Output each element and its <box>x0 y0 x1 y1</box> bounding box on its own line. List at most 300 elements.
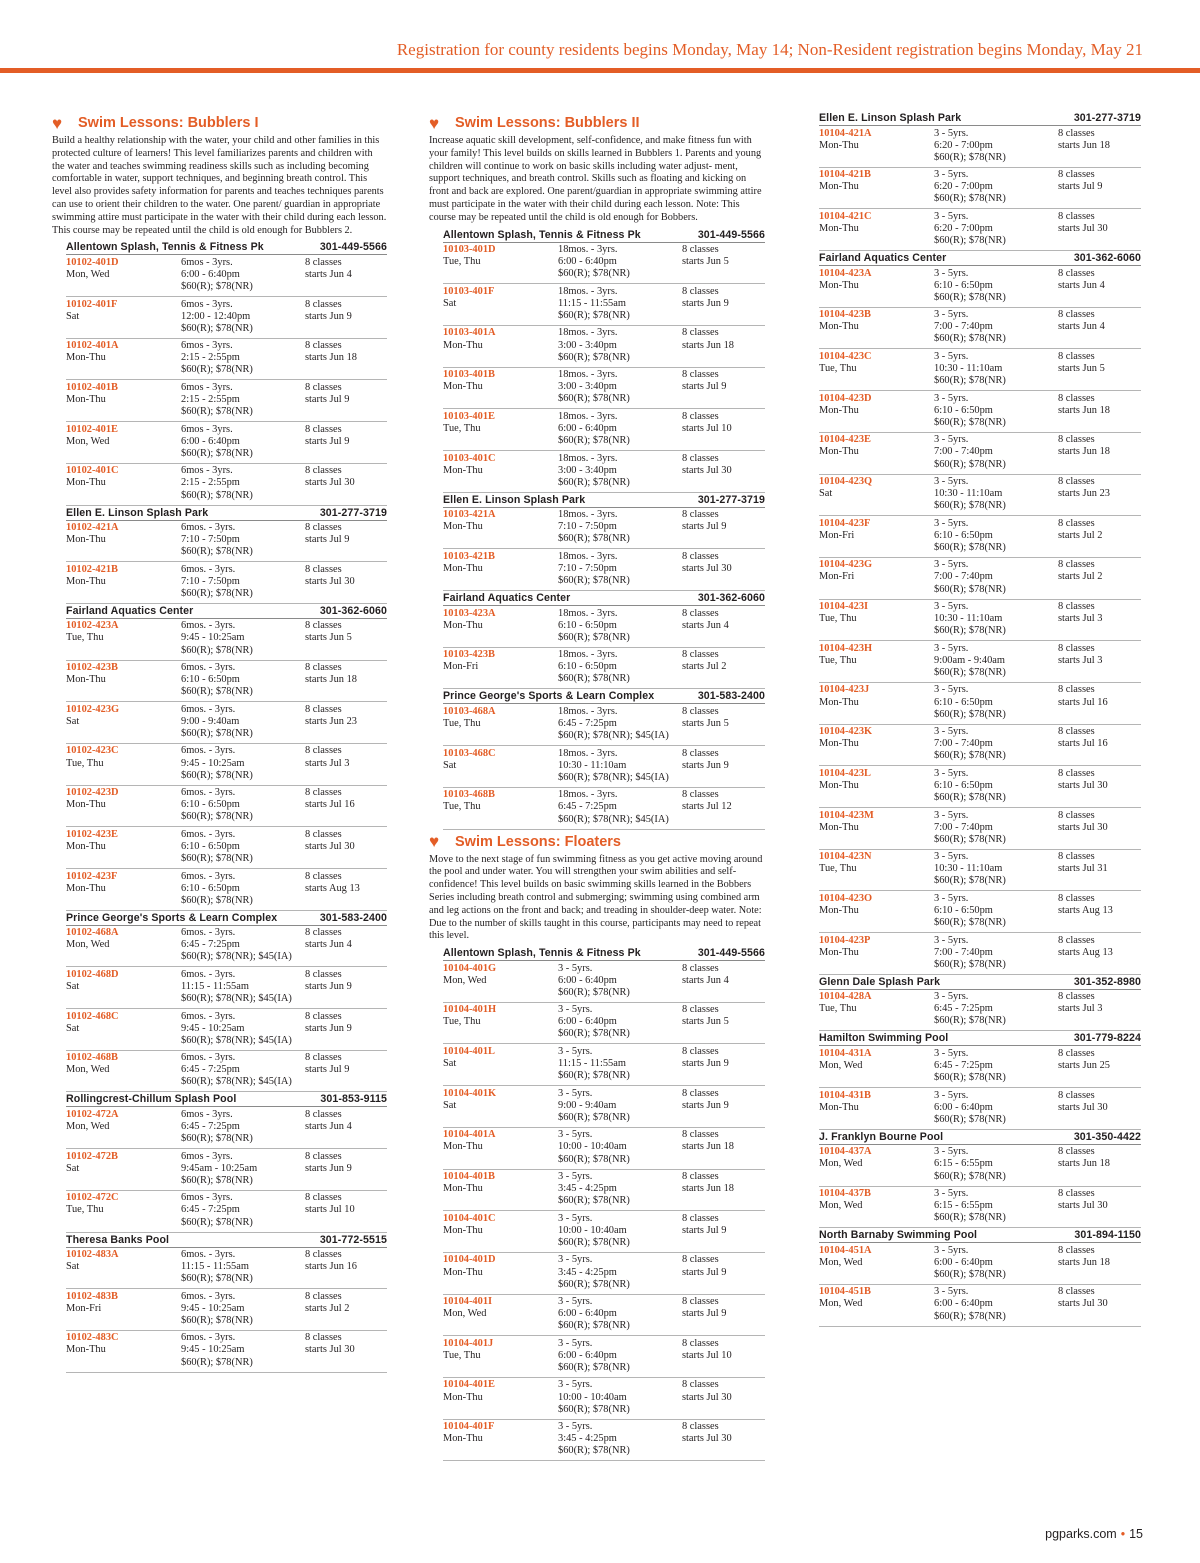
class-count: 8 classes <box>682 1421 719 1433</box>
age-range: 18mos. - 3yrs. <box>558 369 618 381</box>
entry-code-col <box>819 684 934 723</box>
class-count: 8 classes <box>1058 1286 1095 1298</box>
age-range: 3 - 5yrs. <box>934 309 969 321</box>
class-fee: $60(R); $78(NR) <box>558 1361 630 1373</box>
course-code[interactable]: 10102-483B <box>66 1290 118 1302</box>
course-code[interactable]: 10102-468C <box>66 1010 119 1022</box>
entry-detail-col <box>558 1296 682 1335</box>
header-rule <box>0 68 1200 73</box>
location-block <box>819 1228 1141 1326</box>
class-days: Mon-Thu <box>819 321 859 333</box>
course-code[interactable]: 10104-401B <box>443 1171 495 1183</box>
class-count: 8 classes <box>682 747 719 759</box>
entry-detail-col <box>934 935 1058 974</box>
location-header <box>819 111 1141 126</box>
entry-schedule-col <box>305 1291 387 1330</box>
class-count: 8 classes <box>1058 476 1095 487</box>
class-time: 10:00 - 10:40am <box>558 1391 627 1403</box>
course-code[interactable]: 10102-423E <box>66 828 118 840</box>
start-date: starts Jul 9 <box>305 534 350 546</box>
course-code[interactable]: 10104-423K <box>819 726 873 738</box>
section-title <box>52 113 387 133</box>
location-block <box>66 506 387 604</box>
class-entry <box>819 1187 1141 1229</box>
course-code[interactable]: 10104-401E <box>443 1379 495 1391</box>
age-range: 18mos. - 3yrs. <box>558 649 618 661</box>
course-code[interactable]: 10104-451B <box>819 1286 871 1298</box>
age-range: 3 - 5yrs. <box>934 1089 969 1101</box>
entry-detail-col <box>181 745 305 784</box>
course-code[interactable]: 10102-401B <box>66 381 118 393</box>
age-range: 3 - 5yrs. <box>558 1087 593 1099</box>
course-code[interactable]: 10102-472A <box>66 1108 119 1120</box>
class-count: 8 classes <box>1058 517 1095 529</box>
class-time: 3:45 - 4:25pm <box>558 1433 617 1445</box>
course-code[interactable]: 10104-423O <box>819 892 873 904</box>
location-phone[interactable]: 301-350-4422 <box>1073 1130 1141 1143</box>
class-time: 7:10 - 7:50pm <box>558 521 617 533</box>
course-code[interactable]: 10104-401F <box>443 1421 495 1433</box>
entry-schedule-col <box>1058 309 1141 348</box>
class-fee: $60(R); $78(NR) <box>181 1133 253 1145</box>
age-range: 3 - 5yrs. <box>934 1047 969 1059</box>
course-code[interactable]: 10103-421B <box>443 550 495 562</box>
start-date: starts Jun 5 <box>682 718 729 730</box>
course-code[interactable]: 10102-421B <box>66 563 118 575</box>
location-phone[interactable]: 301-779-8224 <box>1073 1032 1141 1045</box>
class-days: Mon-Thu <box>819 1101 859 1113</box>
course-code[interactable]: 10104-423G <box>819 559 873 571</box>
class-entry <box>66 661 387 703</box>
course-code[interactable]: 10102-423A <box>66 620 119 632</box>
entry-detail-col <box>181 787 305 826</box>
entry-detail-col <box>181 1192 305 1231</box>
age-range: 6mos. - 3yrs. <box>181 1249 236 1260</box>
course-code[interactable]: 10104-423B <box>819 309 871 321</box>
entry-code-col <box>443 1379 558 1418</box>
class-count: 8 classes <box>682 607 719 619</box>
location-header <box>443 689 765 704</box>
course-code[interactable]: 10104-451A <box>819 1244 872 1256</box>
location-phone[interactable]: 301-583-2400 <box>319 911 387 924</box>
course-code[interactable]: 10104-423C <box>819 350 872 362</box>
class-days: Tue, Thu <box>443 422 481 434</box>
class-count: 8 classes <box>682 369 719 381</box>
course-code[interactable]: 10102-401E <box>66 423 118 435</box>
class-time: 7:10 - 7:50pm <box>181 534 240 546</box>
entry-detail-col <box>558 244 682 283</box>
class-fee: $60(R); $78(NR) <box>558 1278 630 1290</box>
course-code[interactable]: 10104-421C <box>819 210 872 222</box>
entry-schedule-col <box>682 789 765 828</box>
course-code[interactable]: 10104-401C <box>443 1212 496 1224</box>
section-description: Build a healthy relationship with the water, your child and other families in this protected culture of learners! This level familiarizes parents and children with the water and teaches swimming readiness skills such as including becoming comfortable in water, support techniques, and beginning breath control. This level also provides safety information for parents and teaches techniques parents can use to orient their children to the water. One parent/ guardian in appropriate swimming attire must participate in the water with their child during each lesson. This course may be repeated until the child is old enough for Bubblers 2. <box>52 135 387 236</box>
class-count: 8 classes <box>682 452 719 464</box>
entry-code-col <box>443 1338 558 1377</box>
course-code[interactable]: 10102-468A <box>66 927 119 939</box>
course-code[interactable]: 10102-401A <box>66 340 119 352</box>
class-count: 8 classes <box>305 1249 342 1260</box>
entry-code-col <box>66 829 181 868</box>
class-entry <box>66 702 387 744</box>
course-code[interactable]: 10102-401D <box>66 256 119 268</box>
course-code[interactable]: 10102-401C <box>66 465 119 477</box>
class-fee: $60(R); $78(NR); $45(IA) <box>181 1034 292 1046</box>
age-range: 3 - 5yrs. <box>934 726 969 738</box>
class-time: 7:10 - 7:50pm <box>181 575 240 587</box>
location-phone[interactable]: 301-277-3719 <box>319 506 387 519</box>
class-days: Mon-Thu <box>819 738 859 750</box>
entry-detail-col <box>934 684 1058 723</box>
class-fee: $60(R); $78(NR) <box>934 1310 1006 1322</box>
class-count: 8 classes <box>305 423 342 435</box>
entry-detail-col <box>934 1286 1058 1325</box>
course-code[interactable]: 10103-401A <box>443 327 496 339</box>
start-date: starts Jul 30 <box>1058 1200 1108 1212</box>
entry-code-col <box>443 1213 558 1252</box>
entry-code-col <box>819 351 934 390</box>
class-time: 6:45 - 7:25pm <box>181 1121 240 1133</box>
course-code[interactable]: 10104-423J <box>819 684 870 696</box>
class-fee: $60(R); $78(NR) <box>181 1174 253 1186</box>
class-count: 8 classes <box>305 870 342 882</box>
course-code[interactable]: 10103-468C <box>443 747 496 759</box>
course-code[interactable]: 10104-423Q <box>819 476 873 487</box>
start-date: starts Jun 16 <box>305 1261 357 1273</box>
age-range: 3 - 5yrs. <box>558 1129 593 1141</box>
location-phone[interactable]: 301-362-6060 <box>1073 252 1141 265</box>
entry-schedule-col <box>682 551 765 590</box>
class-count: 8 classes <box>305 662 342 674</box>
class-fee: $60(R); $78(NR) <box>181 1216 253 1228</box>
class-entry <box>819 808 1141 850</box>
location-header <box>66 240 387 255</box>
course-code[interactable]: 10103-423A <box>443 607 496 619</box>
class-fee: $60(R); $78(NR) <box>181 769 253 781</box>
class-time: 6:20 - 7:00pm <box>934 222 993 234</box>
class-count: 8 classes <box>682 1379 719 1391</box>
course-code[interactable]: 10104-401A <box>443 1129 496 1141</box>
class-time: 6:45 - 7:25pm <box>181 939 240 951</box>
entry-code-col <box>443 244 558 283</box>
course-code[interactable]: 10102-472C <box>66 1192 119 1204</box>
class-entry <box>443 1128 765 1170</box>
class-days: Sat <box>819 488 833 500</box>
course-code[interactable]: 10104-423M <box>819 809 874 821</box>
course-code[interactable]: 10103-468B <box>443 789 495 801</box>
class-days: Mon-Thu <box>443 619 483 631</box>
course-code[interactable]: 10104-421A <box>819 127 872 139</box>
course-code[interactable]: 10102-421A <box>66 522 119 533</box>
course-code[interactable]: 10103-401B <box>443 369 495 381</box>
course-code[interactable]: 10104-401I <box>443 1296 493 1308</box>
class-time: 3:45 - 4:25pm <box>558 1266 617 1278</box>
location-block <box>443 493 765 591</box>
class-count: 8 classes <box>1058 767 1095 779</box>
course-code[interactable]: 10104-423L <box>819 767 871 779</box>
class-fee: $60(R); $78(NR) <box>558 1028 630 1040</box>
class-fee: $60(R); $78(NR) <box>558 1070 630 1082</box>
start-date: starts Jul 2 <box>305 1302 350 1314</box>
course-code[interactable]: 10103-423B <box>443 649 495 661</box>
course-code[interactable]: 10104-423F <box>819 517 871 529</box>
class-count: 8 classes <box>1058 127 1095 139</box>
class-count: 8 classes <box>305 787 342 799</box>
class-time: 9:00am - 9:40am <box>934 654 1005 666</box>
entry-schedule-col <box>1058 991 1141 1030</box>
class-days: Mon, Wed <box>66 939 110 951</box>
entry-schedule-col <box>1058 1286 1141 1325</box>
class-time: 6:10 - 6:50pm <box>934 529 993 541</box>
course-code[interactable]: 10104-421B <box>819 169 871 181</box>
entry-schedule-col <box>1058 851 1141 890</box>
location-phone[interactable]: 301-853-9115 <box>320 1093 387 1106</box>
location-header <box>819 1130 1141 1145</box>
age-range: 6mos. - 3yrs. <box>181 828 236 840</box>
class-entry <box>819 891 1141 933</box>
course-code[interactable]: 10104-401K <box>443 1087 497 1099</box>
class-count: 8 classes <box>1058 684 1095 696</box>
entry-detail-col <box>558 1046 682 1085</box>
entry-code-col <box>66 1011 181 1050</box>
location-phone[interactable]: 301-449-5566 <box>697 228 765 241</box>
class-count: 8 classes <box>682 705 719 717</box>
location-block <box>66 240 387 505</box>
course-code[interactable]: 10104-423H <box>819 642 873 654</box>
entry-code-col <box>66 382 181 421</box>
start-date: starts Jul 30 <box>305 840 355 852</box>
entry-code-col <box>819 393 934 432</box>
class-entry <box>443 451 765 493</box>
class-days: Tue, Thu <box>443 256 481 268</box>
class-days: Mon-Thu <box>443 1433 483 1445</box>
class-entry <box>66 619 387 661</box>
class-fee: $60(R); $78(NR) <box>934 833 1006 845</box>
course-code[interactable]: 10104-401J <box>443 1337 494 1349</box>
age-range: 6mos - 3yrs. <box>181 381 233 393</box>
course-code[interactable]: 10102-423F <box>66 870 118 882</box>
class-count: 8 classes <box>1058 809 1095 821</box>
location-name: Prince George's Sports & Learn Complex <box>443 690 655 703</box>
location-name: Theresa Banks Pool <box>66 1233 170 1246</box>
class-days: Tue, Thu <box>443 718 481 730</box>
class-count: 8 classes <box>305 1332 342 1344</box>
class-entry <box>819 391 1141 433</box>
course-code[interactable]: 10104-423A <box>819 267 872 279</box>
course-code[interactable]: 10102-468D <box>66 968 119 980</box>
location-phone[interactable]: 301-894-1150 <box>1074 1229 1141 1242</box>
class-days: Mon-Thu <box>819 222 859 234</box>
location-phone[interactable]: 301-277-3719 <box>697 493 765 506</box>
location-block <box>819 1031 1141 1129</box>
age-range: 6mos. - 3yrs. <box>181 563 236 575</box>
start-date: starts Jul 3 <box>305 757 350 769</box>
age-range: 3 - 5yrs. <box>934 1188 969 1199</box>
age-range: 3 - 5yrs. <box>934 350 969 362</box>
start-date: starts Jul 30 <box>682 1391 732 1403</box>
class-time: 7:00 - 7:40pm <box>934 946 993 958</box>
start-date: starts Jun 18 <box>682 1141 734 1153</box>
class-days: Mon-Thu <box>443 1224 483 1236</box>
class-count: 8 classes <box>1058 1089 1095 1101</box>
entry-schedule-col <box>305 382 387 421</box>
course-code[interactable]: 10102-483C <box>66 1332 119 1344</box>
start-date: starts Jul 3 <box>1058 613 1103 625</box>
class-entry <box>443 284 765 326</box>
course-code[interactable]: 10102-483A <box>66 1249 119 1260</box>
class-entry <box>443 1170 765 1212</box>
class-fee: $60(R); $78(NR); $45(IA) <box>181 993 292 1005</box>
class-count: 8 classes <box>682 1129 719 1141</box>
class-entry <box>443 1253 765 1295</box>
course-code[interactable]: 10104-423P <box>819 934 871 946</box>
entry-detail-col <box>181 424 305 463</box>
class-days: Mon-Thu <box>819 446 859 458</box>
entry-schedule-col <box>1058 351 1141 390</box>
class-days: Mon, Wed <box>66 435 110 447</box>
entry-detail-col <box>934 211 1058 250</box>
class-entry <box>66 1191 387 1233</box>
location-header <box>819 1031 1141 1046</box>
class-fee: $60(R); $78(NR) <box>558 631 630 643</box>
class-entry <box>443 961 765 1003</box>
class-time: 11:15 - 11:55am <box>181 1261 249 1273</box>
class-time: 7:00 - 7:40pm <box>934 446 993 458</box>
class-days: Mon-Thu <box>66 840 106 852</box>
age-range: 18mos. - 3yrs. <box>558 789 618 801</box>
entry-schedule-col <box>682 1129 765 1168</box>
class-days: Mon-Thu <box>819 404 859 416</box>
class-days: Mon-Thu <box>66 799 106 811</box>
entry-code-col <box>443 327 558 366</box>
start-date: starts Jun 23 <box>1058 488 1110 500</box>
entry-code-col <box>819 1286 934 1325</box>
course-code[interactable]: 10103-401F <box>443 285 495 297</box>
class-days: Mon-Thu <box>819 946 859 958</box>
course-code[interactable]: 10104-401D <box>443 1254 496 1266</box>
course-code[interactable]: 10104-401H <box>443 1004 497 1016</box>
location-phone[interactable]: 301-449-5566 <box>697 947 765 960</box>
location-name: Hamilton Swimming Pool <box>819 1032 949 1045</box>
course-code[interactable]: 10104-423I <box>819 601 869 613</box>
course-code[interactable]: 10102-423B <box>66 662 118 674</box>
course-code[interactable]: 10102-468B <box>66 1052 118 1064</box>
class-fee: $60(R); $78(NR) <box>181 281 253 293</box>
age-range: 6mos - 3yrs. <box>181 1108 233 1120</box>
class-time: 6:45 - 7:25pm <box>558 718 617 730</box>
location-phone[interactable]: 301-277-3719 <box>1073 112 1141 124</box>
class-entry <box>66 422 387 464</box>
class-fee: $60(R); $78(NR) <box>181 811 253 823</box>
location-phone[interactable]: 301-352-8980 <box>1073 975 1141 988</box>
class-count: 8 classes <box>1058 601 1095 613</box>
location-phone[interactable]: 301-362-6060 <box>319 604 387 617</box>
class-days: Mon-Thu <box>819 696 859 708</box>
course-code[interactable]: 10103-468A <box>443 705 496 717</box>
class-entry <box>819 683 1141 725</box>
entry-detail-col <box>181 927 305 966</box>
class-entry <box>66 786 387 828</box>
course-code[interactable]: 10104-423E <box>819 434 871 446</box>
course-code[interactable]: 10102-472B <box>66 1150 118 1162</box>
course-code[interactable]: 10104-401L <box>443 1045 495 1057</box>
course-code[interactable]: 10103-401D <box>443 244 496 256</box>
site-url[interactable]: pgparks.com <box>1045 1527 1117 1541</box>
course-code[interactable]: 10103-421A <box>443 509 496 521</box>
entry-code-col <box>819 851 934 890</box>
class-entry <box>443 1378 765 1420</box>
course-code[interactable]: 10102-423D <box>66 787 119 799</box>
heart-icon: ♥ <box>429 113 440 133</box>
start-date: starts Jul 10 <box>682 1349 732 1361</box>
class-entry <box>443 606 765 648</box>
location-phone[interactable]: 301-449-5566 <box>319 241 387 254</box>
class-entry <box>443 1086 765 1128</box>
course-code[interactable]: 10104-437A <box>819 1146 872 1158</box>
course-code[interactable]: 10104-431A <box>819 1047 872 1059</box>
class-time: 2:15 - 2:55pm <box>181 477 240 489</box>
class-entry <box>443 1003 765 1045</box>
entry-code-col <box>443 509 558 548</box>
course-code[interactable]: 10102-423C <box>66 745 119 757</box>
location-phone[interactable]: 301-583-2400 <box>697 690 765 703</box>
class-count: 8 classes <box>305 522 342 533</box>
class-time: 11:15 - 11:55am <box>558 1058 626 1070</box>
class-days: Mon-Thu <box>66 1344 106 1356</box>
entry-schedule-col <box>682 1046 765 1085</box>
entry-schedule-col <box>305 424 387 463</box>
course-code[interactable]: 10103-401C <box>443 452 496 464</box>
entry-schedule-col <box>305 787 387 826</box>
start-date: starts Jun 18 <box>305 352 357 364</box>
entry-detail-col <box>934 810 1058 849</box>
class-fee: $60(R); $78(NR) <box>181 853 253 864</box>
entry-detail-col <box>181 1332 305 1371</box>
entry-detail-col <box>934 768 1058 807</box>
course-code[interactable]: 10102-423G <box>66 703 120 715</box>
class-count: 8 classes <box>682 1171 719 1183</box>
entry-schedule-col <box>305 969 387 1008</box>
course-code[interactable]: 10104-431B <box>819 1089 871 1101</box>
entry-code-col <box>66 662 181 701</box>
entry-code-col <box>443 1171 558 1210</box>
age-range: 6mos. - 3yrs. <box>181 870 236 882</box>
course-code[interactable]: 10103-401E <box>443 410 495 422</box>
entry-code-col <box>66 620 181 659</box>
class-fee: $60(R); $78(NR) <box>934 1015 1006 1027</box>
heart-icon: ♥ <box>429 832 440 852</box>
class-entry <box>819 641 1141 683</box>
course-code[interactable]: 10104-428A <box>819 991 872 1003</box>
entry-schedule-col <box>1058 1048 1141 1087</box>
class-days: Mon-Thu <box>443 1141 483 1153</box>
course-code[interactable]: 10104-401G <box>443 962 497 974</box>
course-code[interactable]: 10104-423N <box>819 851 872 863</box>
course-code[interactable]: 10104-423D <box>819 392 872 404</box>
class-entry <box>819 349 1141 391</box>
course-code[interactable]: 10102-401F <box>66 298 118 310</box>
age-range: 6mos. - 3yrs. <box>181 662 236 674</box>
course-code[interactable]: 10104-437B <box>819 1188 871 1199</box>
class-count: 8 classes <box>1058 392 1095 404</box>
location-phone[interactable]: 301-772-5515 <box>319 1233 387 1246</box>
entry-schedule-col <box>1058 810 1141 849</box>
start-date: starts Jun 18 <box>1058 404 1110 416</box>
location-phone[interactable]: 301-362-6060 <box>697 592 765 605</box>
class-days: Mon-Thu <box>443 381 483 393</box>
entry-code-col <box>819 1090 934 1129</box>
class-entry <box>819 126 1141 168</box>
